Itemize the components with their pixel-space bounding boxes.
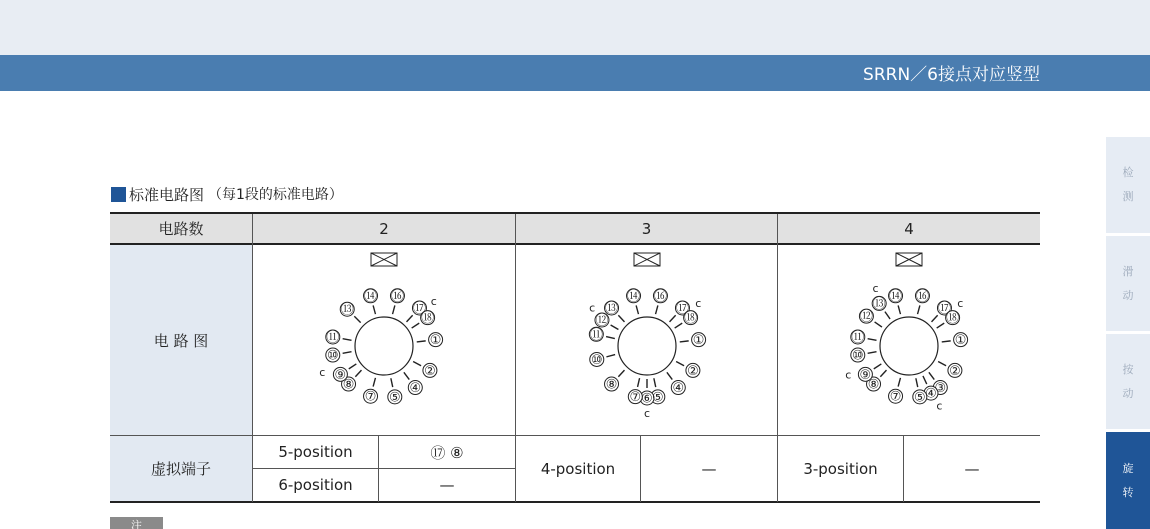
- side-tab-label: 滑: [1122, 264, 1134, 278]
- terminal-lead: [938, 361, 946, 365]
- terminal-lead: [868, 339, 877, 341]
- terminal-number: ①: [692, 333, 705, 349]
- terminal-number: ⑦: [364, 389, 377, 405]
- terminal-number: ⑧: [342, 377, 355, 393]
- terminal-number: ①: [429, 333, 442, 349]
- terminal-number: ⑰: [937, 301, 951, 317]
- terminal-lead: [407, 315, 413, 322]
- virtual-position-4: 4-position: [540, 459, 616, 478]
- side-tab-label: 测: [1122, 190, 1134, 203]
- terminal-lead: [942, 341, 951, 342]
- terminal-lead: [923, 376, 927, 384]
- terminal-number: ⑱: [946, 311, 960, 327]
- terminal-number: ⑯: [653, 289, 667, 305]
- terminal-lead: [898, 305, 900, 314]
- common-terminal-label: c: [695, 296, 702, 310]
- terminal-lead: [880, 370, 886, 377]
- terminal-number: ⑧: [605, 377, 618, 393]
- terminal-lead: [355, 370, 361, 377]
- terminal-number: ⑱: [421, 311, 435, 327]
- side-tab-rotary[interactable]: [1106, 432, 1150, 529]
- terminal-lead: [636, 305, 638, 314]
- terminal-number: ⑱: [684, 311, 698, 327]
- terminal-lead: [413, 361, 421, 365]
- column-header-4: 4: [904, 219, 914, 238]
- page-title: SRRN／6接点对应竖型: [863, 65, 1040, 85]
- side-tab-label: 转: [1122, 485, 1134, 499]
- section-subtitle: （每1段的标准电路）: [208, 187, 343, 203]
- virtual-value-3: —: [964, 459, 980, 478]
- virtual-value-4: —: [701, 459, 717, 478]
- virtual-value-5: ⑰ ⑧: [430, 443, 464, 462]
- terminal-number: ⑬: [340, 302, 354, 318]
- side-tab-label: 动: [1122, 288, 1134, 302]
- terminal-lead: [676, 361, 684, 365]
- terminal-lead: [393, 305, 395, 314]
- side-tab-label: 检: [1122, 166, 1134, 179]
- common-terminal-label: c: [957, 296, 964, 310]
- terminal-number: ⑭: [364, 289, 378, 305]
- terminal-lead: [667, 372, 672, 379]
- terminal-number: ④: [672, 381, 685, 397]
- terminal-lead: [606, 337, 615, 339]
- terminal-lead: [929, 372, 934, 379]
- side-tab-detect[interactable]: [1106, 137, 1150, 233]
- terminal-lead: [404, 372, 409, 379]
- coil-icon: [896, 253, 922, 266]
- column-header-3: 3: [641, 219, 652, 238]
- side-tab-slide[interactable]: [1106, 236, 1150, 331]
- virtual-position-6: 6-position: [278, 476, 353, 494]
- section-title: 标准电路图: [129, 185, 205, 204]
- terminal-lead: [343, 339, 352, 341]
- terminal-number: ⑩: [326, 348, 339, 364]
- circuit-diagram-4: [778, 245, 1040, 435]
- terminal-number: ⑦: [629, 390, 642, 406]
- terminal-lead: [885, 312, 890, 319]
- coil-icon: [634, 253, 660, 266]
- terminal-number: ②: [687, 363, 699, 379]
- side-tab-push[interactable]: [1106, 334, 1150, 429]
- rotor-circle: [880, 317, 938, 375]
- note-tag: 注: [110, 517, 163, 529]
- terminal-lead: [638, 378, 640, 387]
- terminal-number: ⑯: [390, 289, 404, 305]
- terminal-number: ⑪: [589, 327, 603, 343]
- terminal-number: ④: [925, 386, 937, 402]
- circuit-diagram-3: [516, 245, 777, 435]
- terminal-lead: [611, 325, 619, 330]
- terminal-lead: [354, 316, 360, 322]
- terminal-lead: [937, 323, 945, 328]
- terminal-number: ⑫: [595, 313, 609, 329]
- column-header-2: 2: [379, 219, 389, 238]
- virtual-position-5: 5-position: [278, 443, 353, 461]
- terminal-number: ⑥: [641, 391, 653, 407]
- terminal-lead: [417, 341, 426, 342]
- virtual-value-6: —: [439, 476, 455, 494]
- terminal-lead: [373, 378, 375, 387]
- common-terminal-label: c: [845, 368, 852, 382]
- terminal-lead: [606, 355, 615, 357]
- section-heading: [111, 184, 343, 204]
- terminal-number: ④: [409, 381, 422, 397]
- rotor-circle: [355, 317, 413, 375]
- terminal-number: ⑭: [889, 289, 903, 305]
- terminal-number: ⑰: [412, 301, 426, 317]
- coil-icon: [371, 253, 397, 266]
- terminal-number: ⑯: [915, 289, 929, 305]
- header-circuits-label: 电路数: [158, 220, 204, 238]
- side-tab-label: 旋: [1122, 461, 1134, 475]
- table-bottom-border: [110, 501, 1040, 503]
- terminal-number: ⑬: [605, 301, 619, 317]
- terminal-number: ⑤: [651, 390, 664, 406]
- rotor-circle: [618, 317, 676, 375]
- circuit-diagram-2: [253, 245, 515, 435]
- terminal-number: ②: [424, 363, 436, 379]
- terminal-number: ⑭: [627, 289, 641, 305]
- terminal-number: ⑧: [867, 377, 880, 393]
- terminal-number: ⑩: [590, 352, 603, 368]
- terminal-number: ⑤: [913, 390, 926, 406]
- terminal-number: ⑨: [334, 367, 347, 383]
- terminal-lead: [618, 370, 624, 377]
- row-label-diagram: 电 路 图: [153, 331, 209, 350]
- terminal-number: ⑦: [889, 389, 902, 405]
- virtual-position-3: 3-position: [803, 459, 878, 478]
- terminal-number: ⑪: [851, 330, 865, 346]
- terminal-number: ①: [954, 333, 967, 349]
- terminal-lead: [656, 305, 658, 314]
- common-terminal-label: c: [936, 399, 943, 413]
- terminal-lead: [654, 378, 656, 387]
- top-band: [0, 0, 1150, 55]
- terminal-lead: [373, 305, 375, 314]
- square-bullet-icon: [111, 187, 126, 202]
- terminal-lead: [868, 352, 877, 354]
- terminal-lead: [916, 378, 918, 387]
- common-terminal-label: c: [430, 295, 437, 309]
- row-label-virtual-terminal: 虚拟端子: [150, 460, 211, 478]
- terminal-lead: [898, 378, 900, 387]
- common-terminal-label: c: [319, 366, 326, 380]
- terminal-lead: [874, 364, 882, 369]
- terminal-lead: [670, 315, 676, 322]
- terminal-lead: [391, 378, 393, 387]
- terminal-lead: [918, 305, 920, 314]
- terminal-number: ⑤: [388, 390, 401, 406]
- terminal-number: ⑪: [326, 330, 340, 346]
- terminal-number: ⑩: [851, 348, 864, 364]
- side-tab-label: 按: [1122, 362, 1134, 376]
- terminal-number: ②: [949, 363, 961, 379]
- side-tab-label: 动: [1122, 386, 1134, 400]
- common-terminal-label: c: [589, 301, 596, 315]
- terminal-number: ⑫: [859, 309, 873, 325]
- terminal-lead: [680, 341, 689, 342]
- terminal-lead: [618, 315, 624, 322]
- terminal-number: ③: [934, 381, 947, 397]
- terminal-number: ⑨: [859, 367, 872, 383]
- terminal-lead: [349, 364, 357, 369]
- common-terminal-label: c: [643, 407, 651, 420]
- common-terminal-label: c: [872, 281, 879, 295]
- terminal-lead: [932, 315, 938, 322]
- terminal-lead: [675, 323, 683, 328]
- terminal-lead: [875, 322, 882, 327]
- terminal-lead: [412, 323, 420, 328]
- terminal-number: ⑰: [675, 301, 689, 317]
- terminal-number: ⑬: [872, 296, 886, 312]
- terminal-lead: [343, 352, 352, 354]
